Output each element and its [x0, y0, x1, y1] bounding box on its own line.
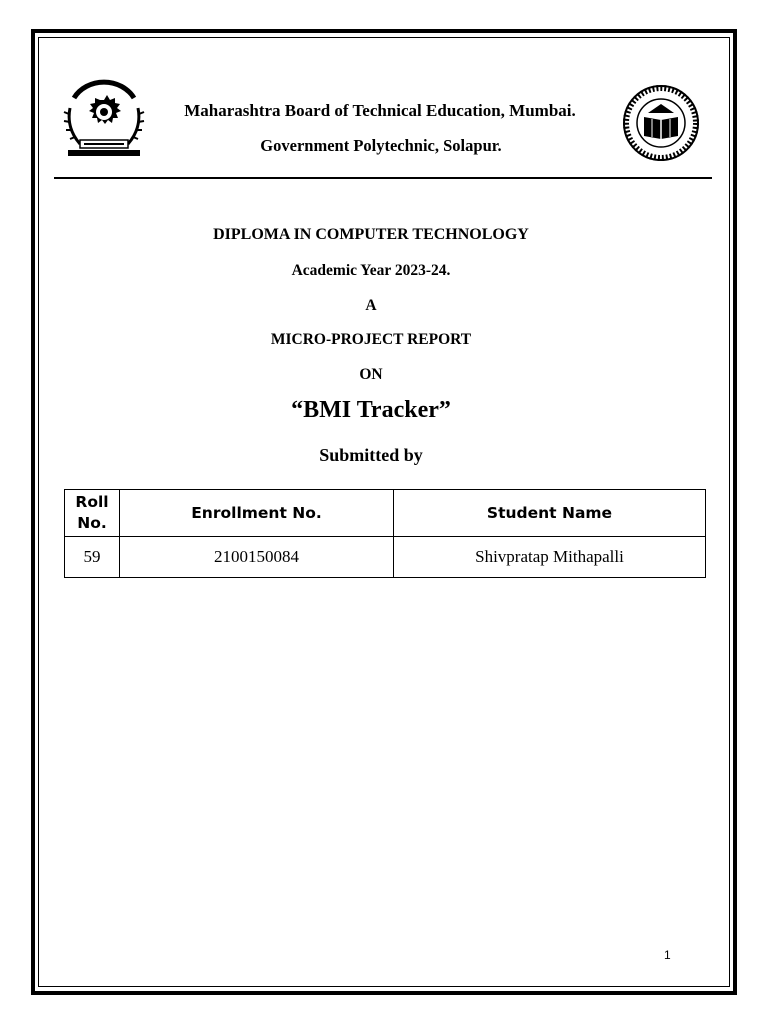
academic-year: Academic Year 2023-24. [291, 262, 451, 279]
enrollment-no-cell: 2100150084 [120, 537, 394, 578]
table-header-row [65, 490, 706, 537]
board-name: Maharashtra Board of Technical Education, Mumbai. [184, 101, 576, 120]
report-type: MICRO-PROJECT REPORT [270, 331, 472, 348]
roll-no-cell: 59 [65, 537, 120, 578]
table-row [65, 537, 706, 578]
students-table [64, 489, 706, 578]
student-name-cell: Shivpratap Mithapalli [394, 537, 706, 578]
roll-no-header-text: Roll No. [75, 493, 109, 532]
header-divider [54, 177, 712, 179]
roll-no-header [65, 490, 120, 537]
project-title: “BMI Tracker” [291, 397, 451, 423]
diploma-heading: DIPLOMA IN COMPUTER TECHNOLOGY [213, 226, 529, 243]
submitted-by-label: Submitted by [319, 445, 423, 465]
msbte-seal-icon [618, 84, 704, 162]
page-number: 1 [664, 948, 671, 962]
article-a: A [365, 297, 377, 314]
institute-name: Government Polytechnic, Solapur. [260, 136, 502, 155]
on-label: ON [359, 366, 383, 383]
student-name-header: Student Name [394, 490, 706, 537]
enrollment-no-header: Enrollment No. [120, 490, 394, 537]
